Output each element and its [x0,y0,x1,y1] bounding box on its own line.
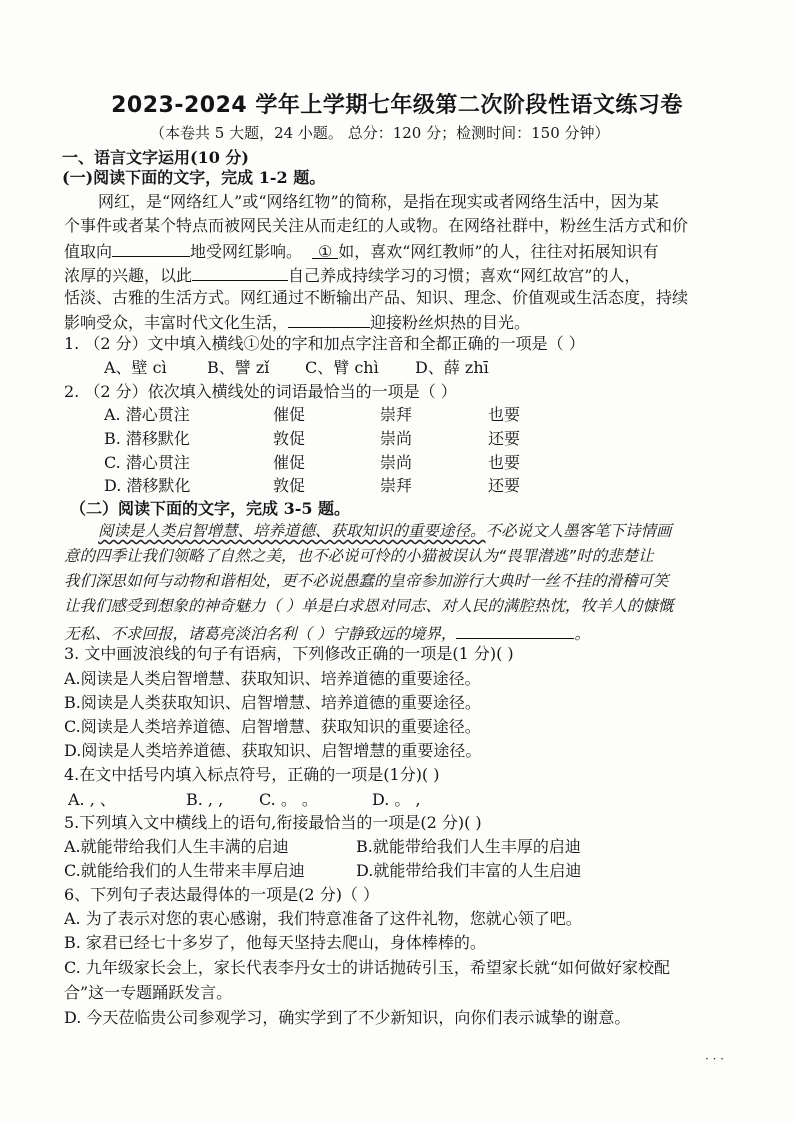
passage-line [64,266,640,284]
passage-line: 我们深思如何与动物和谐相处，更不必说愚蠢的皇帝参加游行大典时一丝不挂的滑稽可笑 [64,572,669,590]
fill-blank [456,624,574,639]
fill-blank [112,242,190,257]
page-marker: · · · [705,1052,725,1066]
q2-a-word3: 崇拜 [380,405,413,424]
q2-c-word3: 崇尚 [380,453,413,472]
fill-blank [288,313,370,328]
q2-d-word3: 崇拜 [380,476,413,495]
passage-line: 恬淡、古雅的生活方式。网红通过不断输出产品、知识、理念、价值观或生活态度，持续 [64,288,689,307]
q2-c-word4: 也要 [488,453,521,472]
q4-option-c: C. 。 。 [259,790,318,809]
q6-option-a: A. 为了表示对您的衷心感谢，我们特意准备了这件礼物，您就心领了吧。 [64,909,582,928]
passage-line [64,242,659,260]
fill-blank-1 [312,244,338,259]
passage-text: 迎接粉丝炽热的目光。 [370,313,531,332]
q1-option-a: A、壁 cì [104,358,167,377]
passage-text: 无私、不求回报，诸葛亮淡泊名利（ ）宁静致远的境界， [64,625,457,643]
q2-c-word1: C. 潜心贯注 [104,453,190,472]
q2-d-word4: 还要 [488,476,521,495]
q3-option-d: D.阅读是人类培养道德、获取知识、启智增慧的重要途径。 [64,741,482,760]
q2-a-word2: 催促 [273,405,306,424]
q5-option-c: C.就能给我们的人生带来丰厚启迪 [64,861,305,880]
q6-option-c: C. 九年级家长会上，家长代表李丹女士的讲话抛砖引玉，希望家长就“如何做好家校配 [64,958,671,977]
q2-b-word2: 敦促 [273,429,306,448]
passage-text: 值取向 [64,242,113,261]
q5-option-a: A.就能带给我们人生丰满的启迪 [64,837,289,856]
q2-d-word1: D. 潜移默化 [104,476,191,495]
q6-option-b: B. 家君已经七十多岁了，他每天坚持去爬山，身体棒棒的。 [64,933,486,952]
q5-option-b: B.就能带给我们人生丰厚的启迪 [356,837,581,856]
q3-option-a: A.阅读是人类启智增慧、获取知识、培养道德的重要途径。 [64,669,481,688]
question-1: 1. （2 分）文中填入横线①处的字和加点字注音和全都正确的一项是（ ） [64,334,585,353]
q1-option-d: D、薛 zhī [415,358,489,377]
passage-line: 网红，是“网络红人”或“网络红物”的简称，是指在现实或者网络生活中，因为某 [98,192,659,211]
part-heading: （二）阅读下面的文字，完成 3-5 题。 [70,499,351,518]
question-4: 4.在文中括号内填入标点符号，正确的一项是(1分)( ) [64,765,440,784]
q1-option-c: C、臂 chì [305,358,379,377]
passage-text: 如，喜欢“网红教师”的人，往往对拓展知识有 [338,242,659,261]
question-6: 6、下列句子表达最得体的一项是(2 分)（ ） [64,885,380,904]
q4-option-a: A. , 、 [68,790,116,809]
passage-line [64,624,590,643]
q4-option-d: D. 。 , [372,790,421,809]
question-3: 3. 文中画波浪线的句子有语病，下列修改正确的一项是(1 分)( ) [64,644,514,663]
fill-blank [192,266,288,281]
question-5: 5.下列填入文中横线上的语句,衔接最恰当的一项是(2 分)( ) [64,813,482,832]
q6-option-c-cont: 合”这一专题踊跃发言。 [64,983,233,1002]
q3-option-b: B.阅读是人类获取知识、启智增慧、培养道德的重要途径。 [64,693,481,712]
exam-title: 2023-2024 学年上学期七年级第二次阶段性语文练习卷 [111,93,683,118]
q6-option-d: D. 今天莅临贵公司参观学习，确实学到了不少新知识，向你们表示诚挚的谢意。 [64,1008,631,1027]
q2-a-word1: A. 潜心贯注 [104,405,190,424]
q4-option-b: B. , , [186,790,224,809]
q2-b-word1: B. 潜移默化 [104,429,190,448]
section-heading: 一、语言文字运用(10 分) [62,148,249,167]
passage-line: 让我们感受到想象的神奇魅力（ ）单是白求恩对同志、对人民的满腔热忱，牧羊人的慷慨 [64,597,674,615]
passage-line: 意的四季让我们领略了自然之美，也不必说可怜的小猫被误认为“畏罪潜逃”时的悲楚让 [64,547,654,565]
q2-b-word3: 崇尚 [380,429,413,448]
q2-b-word4: 还要 [488,429,521,448]
wavy-underlined-sentence: 阅读是人类启智增慧、培养道德、获取知识的重要途径。 [98,522,486,540]
passage-line: 个事件或者某个特点而被网民关注从而走红的人或物。在网络社群中，粉丝生活方式和价 [64,216,689,235]
passage-line [98,524,672,540]
q2-c-word2: 催促 [273,453,306,472]
q1-option-b: B、譬 zǐ [207,358,270,377]
exam-subtitle: （本卷共 5 大题，24 小题。 总分：120 分；检测时间：150 分钟） [150,124,610,142]
passage-text: 地受网红影响。 [190,242,303,261]
passage-text: 自己养成持续学习的习惯；喜欢“网红故宫”的人， [288,266,641,285]
part-heading: (一)阅读下面的文字，完成 1-2 题。 [62,168,326,187]
blank-number: ① [318,242,333,261]
passage-text: 影响受众，丰富时代文化生活， [64,313,289,332]
q2-a-word4: 也要 [488,405,521,424]
passage-text: 。 [574,625,590,643]
passage-text: 浓厚的兴趣，以此 [64,266,193,285]
passage-line [64,313,530,331]
passage-text: 不必说文人墨客笔下诗情画 [485,522,672,540]
q2-d-word2: 敦促 [273,476,306,495]
q3-option-c: C.阅读是人类培养道德、启智增慧、获取知识的重要途径。 [64,717,481,736]
question-2: 2. （2 分）依次填入横线处的词语最恰当的一项是（ ） [64,382,457,401]
q5-option-d: D.就能带给我们丰富的人生启迪 [356,861,582,880]
